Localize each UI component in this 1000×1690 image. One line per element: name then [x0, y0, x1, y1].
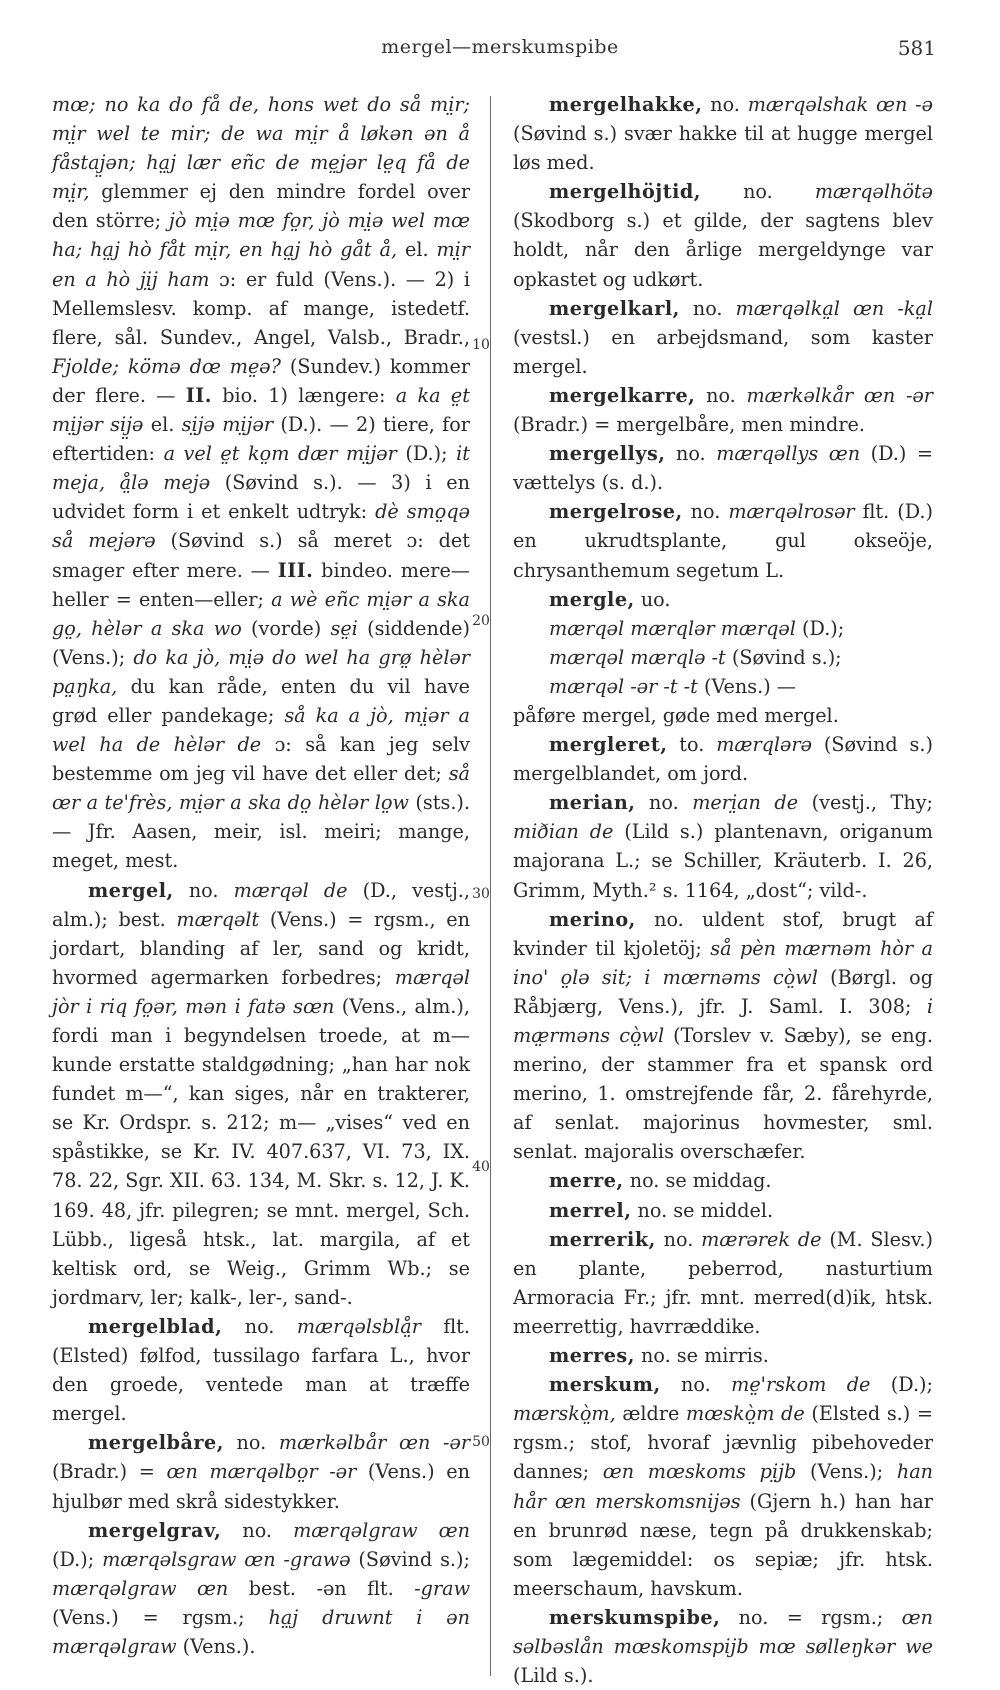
example-text: så pèn mærnəm hòr a ino' o̤lə sit; i mœrnəms cò̤wl: [513, 936, 933, 989]
definition-text: (Søvind s.) så meret ɔ: det smager efter mere. —: [52, 529, 470, 582]
definition-text: (Vens.) = rgsm.;: [52, 1605, 269, 1629]
definition-text: (D., vestj., alm.); best.: [52, 878, 470, 931]
entry-mergelhakke: [513, 90, 933, 177]
example-text: mærkəlbår œn -ər: [278, 1431, 470, 1455]
definition-text: no. se middel.: [631, 1198, 774, 1222]
example-text: mærqəlgraw œn: [52, 1576, 229, 1600]
example-text: mærqəl mærqlər mærqəl: [549, 616, 796, 640]
right-column: [513, 90, 933, 1690]
definition-text: el.: [397, 238, 437, 262]
entry-mergelkarl: [513, 294, 933, 381]
entry-mergelbare: [52, 1428, 470, 1515]
definition-text: (sts.). — Jfr. Aasen, meir, isl. meiri; mange, meget, mest.: [52, 791, 470, 873]
definition-text: (Vens.);: [796, 1460, 897, 1484]
entry-merskumspibe: [513, 1603, 933, 1690]
definition-text: (Bradr.) = mergelbåre, men mindre.: [513, 413, 865, 437]
line-number: 50: [472, 1434, 490, 1450]
headword: merskumspibe,: [549, 1605, 721, 1629]
definition-text: (Søvind s.) svær hakke til at hugge mergel løs med.: [513, 122, 933, 175]
definition-text: (Sundev.) kommer der flere. —: [52, 354, 470, 407]
example-text: mi̤r en a hò ji̤j ham: [52, 238, 470, 291]
example-text: dè smo̤qə så mejərə: [52, 500, 471, 553]
definition-text: (Søvind s.) mergelblandet, om jord.: [513, 733, 933, 786]
headword: mergelhakke,: [549, 93, 703, 116]
example-text: mærqəlrosər: [728, 500, 855, 524]
definition-text: (M. Slesv.) en plante, peberrod, nasturtium Armoracia Fr.; jfr. mnt. merred(d)ik, htsk. meerrettig, havrræddike.: [513, 1227, 933, 1338]
definition-text: bio. 1) længere:: [211, 383, 396, 407]
definition-text: (Vens.).: [176, 1634, 256, 1658]
entry-mergelkarre: [513, 381, 933, 439]
example-text: jò mi̤ə mœ fo̤r, jò mi̤ə wel mœ ha; ha̤j hò fåt mi̤r, en ha̤j hò gåt å,: [52, 209, 470, 262]
example-text: it meja, å̤lə mejə: [52, 442, 470, 495]
definition-text: (Bradr.) =: [52, 1460, 167, 1484]
definition-text: (Skodborg s.) et gilde, der sagtens blev holdt, når den årlige mergeldynge var opkastet og udkørt.: [513, 209, 933, 291]
definition-text: no. se middag.: [623, 1169, 772, 1193]
headword: merres,: [549, 1344, 635, 1368]
headword: merrel,: [549, 1198, 632, 1222]
entry-mergelgrav: [52, 1516, 470, 1661]
headword: merrerik,: [549, 1227, 656, 1251]
line-number: 40: [472, 1159, 490, 1175]
headword: mergelkarl,: [549, 296, 680, 320]
example-text: mærqəlhötə: [814, 180, 933, 204]
definition-text: (Vens., alm.), fordi man i begyndelsen troede, at m— kunde erstatte staldgødning; „han har nok fundet m—“, kan siges, når en trakterer, se Kr. Ordspr. s. 212; m— „vises“ ved en spåstikke, se Kr. IV. 407.637, VI. 73, IX. 78. 22, Sgr. XII. 63. 134, M. Skr. s. 12, J. K. 169. 48, jfr. pilegren; se mnt. mergel, Sch. Lübb., ligeså htsk., lat. margila, af et keltisk ord, se Weig., Grimm Wb.; se jordmarv, ler; kalk-, ler-, sand-.: [52, 994, 470, 1309]
example-text: mærərek de: [701, 1227, 822, 1251]
left-column: [52, 90, 470, 1661]
entry-mergellys: [513, 439, 933, 497]
definition-text: no.: [679, 296, 736, 320]
definition-text: ɔ: er fuld (Vens.). — 2) i Mellemslesv. komp. af mange, istedetf. flere, sål. Sundev., Angel, Valsb., Bradr.,: [52, 267, 470, 349]
definition-text: flt. (D.) en ukrudtsplante, gul okseöje, chrysanthemum segetum L.: [513, 500, 933, 582]
definition-text: no.: [221, 1518, 294, 1542]
definition-text: (D.) = vættelys (s. d.).: [513, 442, 933, 495]
example-text: så ka a jò, mi̤ər a wel ha de hèlər de: [52, 703, 470, 757]
running-header: [0, 36, 1000, 66]
example-text: miðian de: [513, 820, 614, 844]
entry-mergel: [52, 876, 470, 1312]
definition-text: best. -ən flt.: [228, 1576, 415, 1600]
definition-text: du kan råde, enten du vil have grød eller pandekage;: [52, 674, 470, 727]
entry-merrel: [513, 1196, 933, 1225]
example-text: mærqlərə: [716, 733, 812, 757]
headword: merre,: [549, 1169, 624, 1193]
entry-merskum: [513, 1370, 933, 1603]
definition-text: no.: [655, 1227, 702, 1251]
example-text: se̤i: [330, 616, 358, 640]
example-text: Fjolde; kömə dœ me̤ə?: [52, 354, 281, 378]
example-text: mœskò̤m de: [686, 1402, 805, 1426]
definition-text: (Vens.) en hjulbør med skrå sidestykker.: [52, 1460, 470, 1513]
headword: merino,: [549, 907, 636, 931]
definition-text: no.: [702, 93, 748, 116]
definition-text: bindeo. mere—heller = enten—eller;: [52, 558, 470, 611]
definition-text: (Lild s.).: [513, 1664, 594, 1688]
definition-text: no.: [222, 1314, 297, 1338]
headword: mergel,: [88, 878, 174, 902]
example-text: œn mœskoms pi̤jb: [602, 1460, 797, 1484]
entry-mergle-form: [513, 643, 933, 672]
entry-mergle: [513, 585, 933, 614]
definition-text: glemmer ej den mindre fordel over den större;: [52, 180, 470, 233]
example-text: han hår œn merskomsnijəs: [513, 1460, 934, 1513]
page-number: 581: [897, 36, 936, 60]
definition-text: (Torslev v. Sæby), se eng. merino, der stammer fra et spansk ord merino, 1. omstrejfende får, 2. fårehyrde, af senlat. majorinus hovmester, sml. senlat. majoralis overschæfer.: [513, 1024, 933, 1164]
definition-text: (vestj., Thy;: [798, 791, 933, 815]
example-text: œn mærqəlbo̤r -ər: [166, 1460, 357, 1484]
definition-text: (Vens.) —: [697, 674, 796, 698]
example-text: mærqəl -ər -t -t: [549, 674, 698, 698]
example-text: œn səlbəslån mœskomspijb mœ sølleŋkər we: [513, 1605, 933, 1658]
definition-text: (Vens.) = rgsm., en jordart, blanding af ler, sand og kridt, hvormed agermarken forbedres;: [52, 907, 470, 989]
entry-merino: [513, 905, 933, 1167]
entry-mergelhojtid: [513, 177, 933, 293]
definition-text: (vestsl.) en arbejdsmand, som kaster mergel.: [513, 325, 933, 378]
definition-text: no.: [660, 1373, 732, 1397]
definition-text: (Søvind s.);: [350, 1547, 470, 1571]
headword: mergelrose,: [549, 500, 683, 524]
definition-text: (Søvind s.);: [725, 645, 842, 669]
example-text: ha̤j druwnt i ən mærqəlgraw: [52, 1605, 470, 1658]
example-text: mærqəl de: [233, 878, 348, 902]
example-text: do ka jò, mi̤ə do wel ha grø̤ hèlər pa̤ŋka,: [52, 645, 470, 698]
definition-text: (D.);: [52, 1547, 103, 1571]
example-text: si̤jə mi̤jər: [181, 413, 274, 437]
entry-mergle-form: [513, 614, 933, 643]
headword: mergellys,: [549, 442, 666, 466]
definition-text: (Gjern h.) han har en brunrød næse, tegn på drukkenskab; som lægemiddel: os sepiæ; jfr. htsk. meerschaum, havskum.: [513, 1489, 933, 1600]
example-text: mærqəl mærqlə -t: [549, 645, 726, 669]
headword: merskum,: [549, 1373, 661, 1397]
example-text: så œr a te'frès, mi̤ər a ska do̤ hèlər lo̤w: [52, 762, 470, 815]
entry-mergelrose: [513, 497, 933, 584]
sense-numeral: II.: [185, 383, 212, 407]
sense-numeral: III.: [277, 558, 314, 582]
headword: mergelbåre,: [88, 1431, 224, 1455]
definition-text: (Elsted s.) = rgsm.; stof, hvoraf jævnlig pibehoveder dannes;: [513, 1402, 933, 1484]
definition-text: (siddende) (Vens.);: [52, 616, 470, 669]
line-number: 30: [472, 886, 490, 902]
headword: merian,: [549, 791, 636, 815]
example-text: mærqəlsgraw œn -grawə: [102, 1547, 351, 1571]
example-text: mærqəlsblå̤r: [296, 1314, 421, 1338]
definition-text: (D.);: [870, 1373, 934, 1397]
entry-merre: [513, 1166, 933, 1195]
headword: mergelkarre,: [549, 383, 696, 407]
line-number: 20: [472, 613, 490, 629]
example-text: mærkəlkår œn -ər: [746, 383, 933, 407]
definition-text: (D.);: [795, 616, 845, 640]
definition-text: (Børgl. og Råbjærg, Vens.), jfr. J. Saml. I. 308;: [513, 965, 933, 1018]
definition-text: ældre: [622, 1402, 687, 1426]
definition-text: to.: [667, 733, 717, 757]
example-text: mærqəlt: [176, 907, 260, 931]
entry-merrerik: [513, 1225, 933, 1341]
example-text: mærskò̤m,: [513, 1402, 623, 1426]
example-text: a vel e̤t ko̤m dær mi̤jər: [163, 442, 397, 466]
line-number: 10: [472, 337, 490, 353]
definition-text: no.: [695, 383, 747, 407]
example-text: mœ; no ka do få de, hons wet do så mi̤r; mi̤r wel te mir; de wa mi̤r å løkən ən å fåstaj̤ən; ha̤j lær eñc de me̤jər le̤q få de mi̤r,: [52, 93, 470, 204]
example-text: mærqəlshak œn -ə: [747, 93, 933, 116]
example-text: mærqəlka̤l œn -ka̤l: [735, 296, 933, 320]
definition-text: no.: [682, 500, 729, 524]
headword: mergelgrav,: [88, 1518, 222, 1542]
entry-mergelblad: [52, 1312, 470, 1428]
definition-text: no.: [173, 878, 234, 902]
definition-text: no.: [635, 791, 693, 815]
definition-text: no. se mirris.: [634, 1344, 769, 1368]
definition-text: påføre mergel, gøde med mergel.: [513, 703, 839, 727]
example-text: me̤'rskom de: [731, 1373, 871, 1397]
definition-text: (D.). — 2) tiere, for eftertiden:: [52, 413, 470, 466]
definition-text: no. uldent stof, brugt af kvinder til kjoletöj;: [513, 907, 933, 960]
example-text: mærqəllys œn: [716, 442, 861, 466]
definition-text: (D.);: [396, 442, 457, 466]
definition-text: ɔ: så kan jeg selv bestemme om jeg vil have det eller det;: [52, 733, 470, 786]
definition-text: no.: [700, 180, 815, 204]
definition-text: no.: [223, 1431, 279, 1455]
entry-merres: [513, 1341, 933, 1370]
definition-text: no. = rgsm.;: [720, 1605, 902, 1629]
headword: mergleret,: [549, 733, 668, 757]
entry-mergleret: [513, 730, 933, 788]
example-text: a ka e̤t mi̤jər sij̤ə: [52, 383, 470, 437]
entry-mergle-form: [513, 672, 933, 701]
example-text: i mæ̤rməns cò̤wl: [513, 994, 933, 1047]
example-text: a wè eñc mi̤ər a ska go̤, hèlər a ska wo: [52, 587, 470, 640]
headword: mergelblad,: [88, 1314, 223, 1338]
definition-text: (Lild s.) plantenavn, origanum majorana L.; se Schiller, Kräuterb. I. 26, Grimm, Myth.² s. 1164, „dost“; vild-.: [513, 820, 934, 902]
example-text: -graw: [414, 1576, 470, 1600]
definition-text: no.: [665, 442, 717, 466]
header-title: mergel—merskumspibe: [381, 36, 619, 58]
example-text: meri̤an de: [692, 791, 799, 815]
definition-text: flt. (Elsted) følfod, tussilago farfara L., hvor den groede, ventede man at træffe mergel.: [52, 1314, 470, 1426]
definition-text: el.: [143, 413, 182, 437]
definition-text: (Søvind s.). — 3) i en udvidet form i et enkelt udtryk:: [52, 471, 470, 524]
example-text: mærqəl jòr i riq fo̤ər, mən i fatə sœn: [52, 965, 470, 1018]
example-text: mærqəlgraw œn: [293, 1518, 470, 1542]
headword: mergelhöjtid,: [549, 180, 701, 204]
definition-text: (vorde): [241, 616, 331, 640]
headword: mergle,: [549, 587, 635, 611]
entry-mergle-definition: [513, 701, 933, 730]
entry-merian: [513, 788, 933, 904]
definition-text: uo.: [634, 587, 671, 611]
entry-mer-continuation: [52, 90, 470, 876]
